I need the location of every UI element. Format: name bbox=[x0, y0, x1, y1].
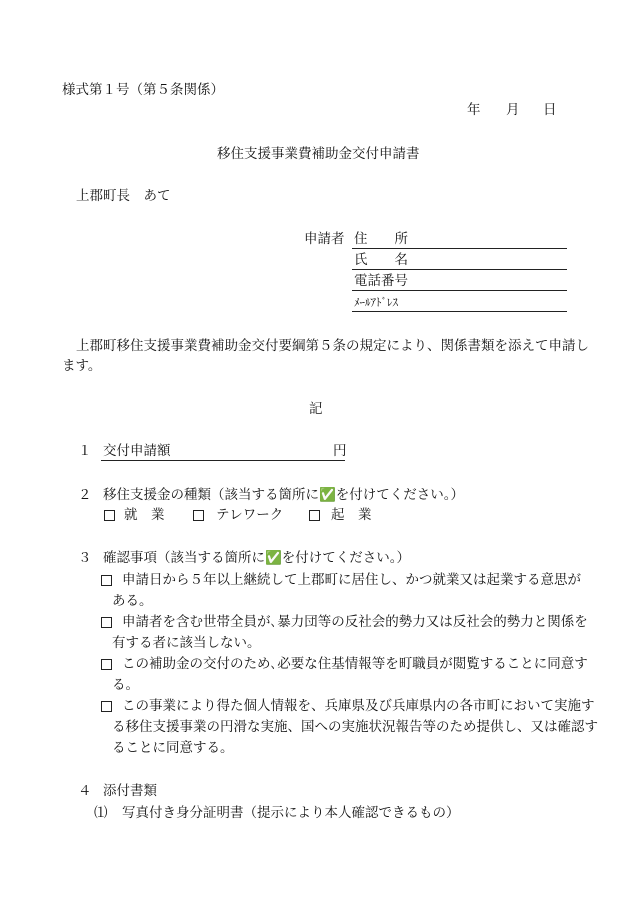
addressee: 上郡町長 あて bbox=[76, 188, 171, 204]
intro-line-1: 上郡町移住支援事業費補助金交付要綱第５条の規定により、関係書類を添えて申請し bbox=[76, 338, 589, 354]
option-telework: テレワーク bbox=[216, 507, 284, 523]
date-month: 月 bbox=[506, 102, 520, 118]
date-day: 日 bbox=[543, 102, 557, 118]
ki-heading: 記 bbox=[309, 401, 323, 417]
amount-line bbox=[101, 460, 345, 461]
phone-label: 電話番号 bbox=[354, 273, 408, 289]
email-line bbox=[352, 311, 567, 312]
checkbox-startup[interactable] bbox=[309, 510, 320, 521]
section1-number: １ bbox=[78, 443, 92, 459]
confirm-item-3-line-1: この補助金の交付のため､必要な住基情報等を町職員が閲覧することに同意す bbox=[122, 656, 588, 672]
section3-label: 確認事項（該当する箇所に✅を付けてください。） bbox=[103, 550, 411, 566]
section4-number: ４ bbox=[78, 783, 92, 799]
attachment-item-number: ⑴ bbox=[94, 805, 108, 821]
checkbox-confirm-4[interactable] bbox=[101, 701, 112, 712]
form-number: 様式第１号（第５条関係） bbox=[62, 82, 224, 98]
checkbox-confirm-2[interactable] bbox=[101, 617, 112, 628]
email-label: ﾒｰﾙｱﾄﾞﾚｽ bbox=[354, 296, 398, 309]
attachment-item-text: 写真付き身分証明書（提示により本人確認できるもの） bbox=[122, 805, 460, 821]
confirm-item-3-line-2: る。 bbox=[112, 677, 139, 693]
document-title: 移住支援事業費補助金交付申請書 bbox=[217, 146, 420, 162]
name-line bbox=[352, 269, 567, 270]
section2-number: ２ bbox=[78, 487, 92, 503]
confirm-item-1-line-1: 申請日から５年以上継続して上郡町に居住し、かつ就業又は起業する意思が bbox=[122, 572, 581, 588]
confirm-item-4-line-1: この事業により得た個人情報を、兵庫県及び兵庫県内の各市町において実施す bbox=[122, 698, 595, 714]
confirm-item-4-line-2: る移住支援事業の円滑な実施、国への実施状況報告等のため提供し、又は確認す bbox=[112, 719, 598, 735]
option-startup: 起 業 bbox=[331, 507, 372, 523]
checkbox-confirm-1[interactable] bbox=[101, 575, 112, 586]
address-line bbox=[352, 248, 567, 249]
section3-number: ３ bbox=[78, 550, 92, 566]
phone-line bbox=[352, 290, 567, 291]
section2-label: 移住支援金の種類（該当する箇所に✅を付けてください。） bbox=[103, 487, 465, 503]
confirm-item-2-line-2: 有する者に該当しない。 bbox=[112, 635, 261, 651]
checkbox-employment[interactable] bbox=[104, 510, 115, 521]
section1-unit: 円 bbox=[333, 443, 347, 459]
checkbox-confirm-3[interactable] bbox=[101, 659, 112, 670]
confirm-item-2-line-1: 申請者を含む世帯全員が､暴力団等の反社会的勢力又は反社会的勢力と関係を bbox=[122, 614, 588, 630]
confirm-item-1-line-2: ある。 bbox=[112, 593, 153, 609]
address-label: 住 所 bbox=[354, 231, 408, 247]
confirm-item-4-line-3: ることに同意する。 bbox=[112, 740, 234, 756]
applicant-label: 申請者 bbox=[304, 231, 345, 247]
name-label: 氏 名 bbox=[354, 252, 408, 268]
intro-line-2: ます。 bbox=[62, 358, 102, 374]
section4-label: 添付書類 bbox=[103, 783, 157, 799]
checkbox-telework[interactable] bbox=[193, 510, 204, 521]
date-year: 年 bbox=[467, 102, 481, 118]
section1-label: 交付申請額 bbox=[103, 443, 171, 459]
option-employment: 就 業 bbox=[124, 507, 165, 523]
